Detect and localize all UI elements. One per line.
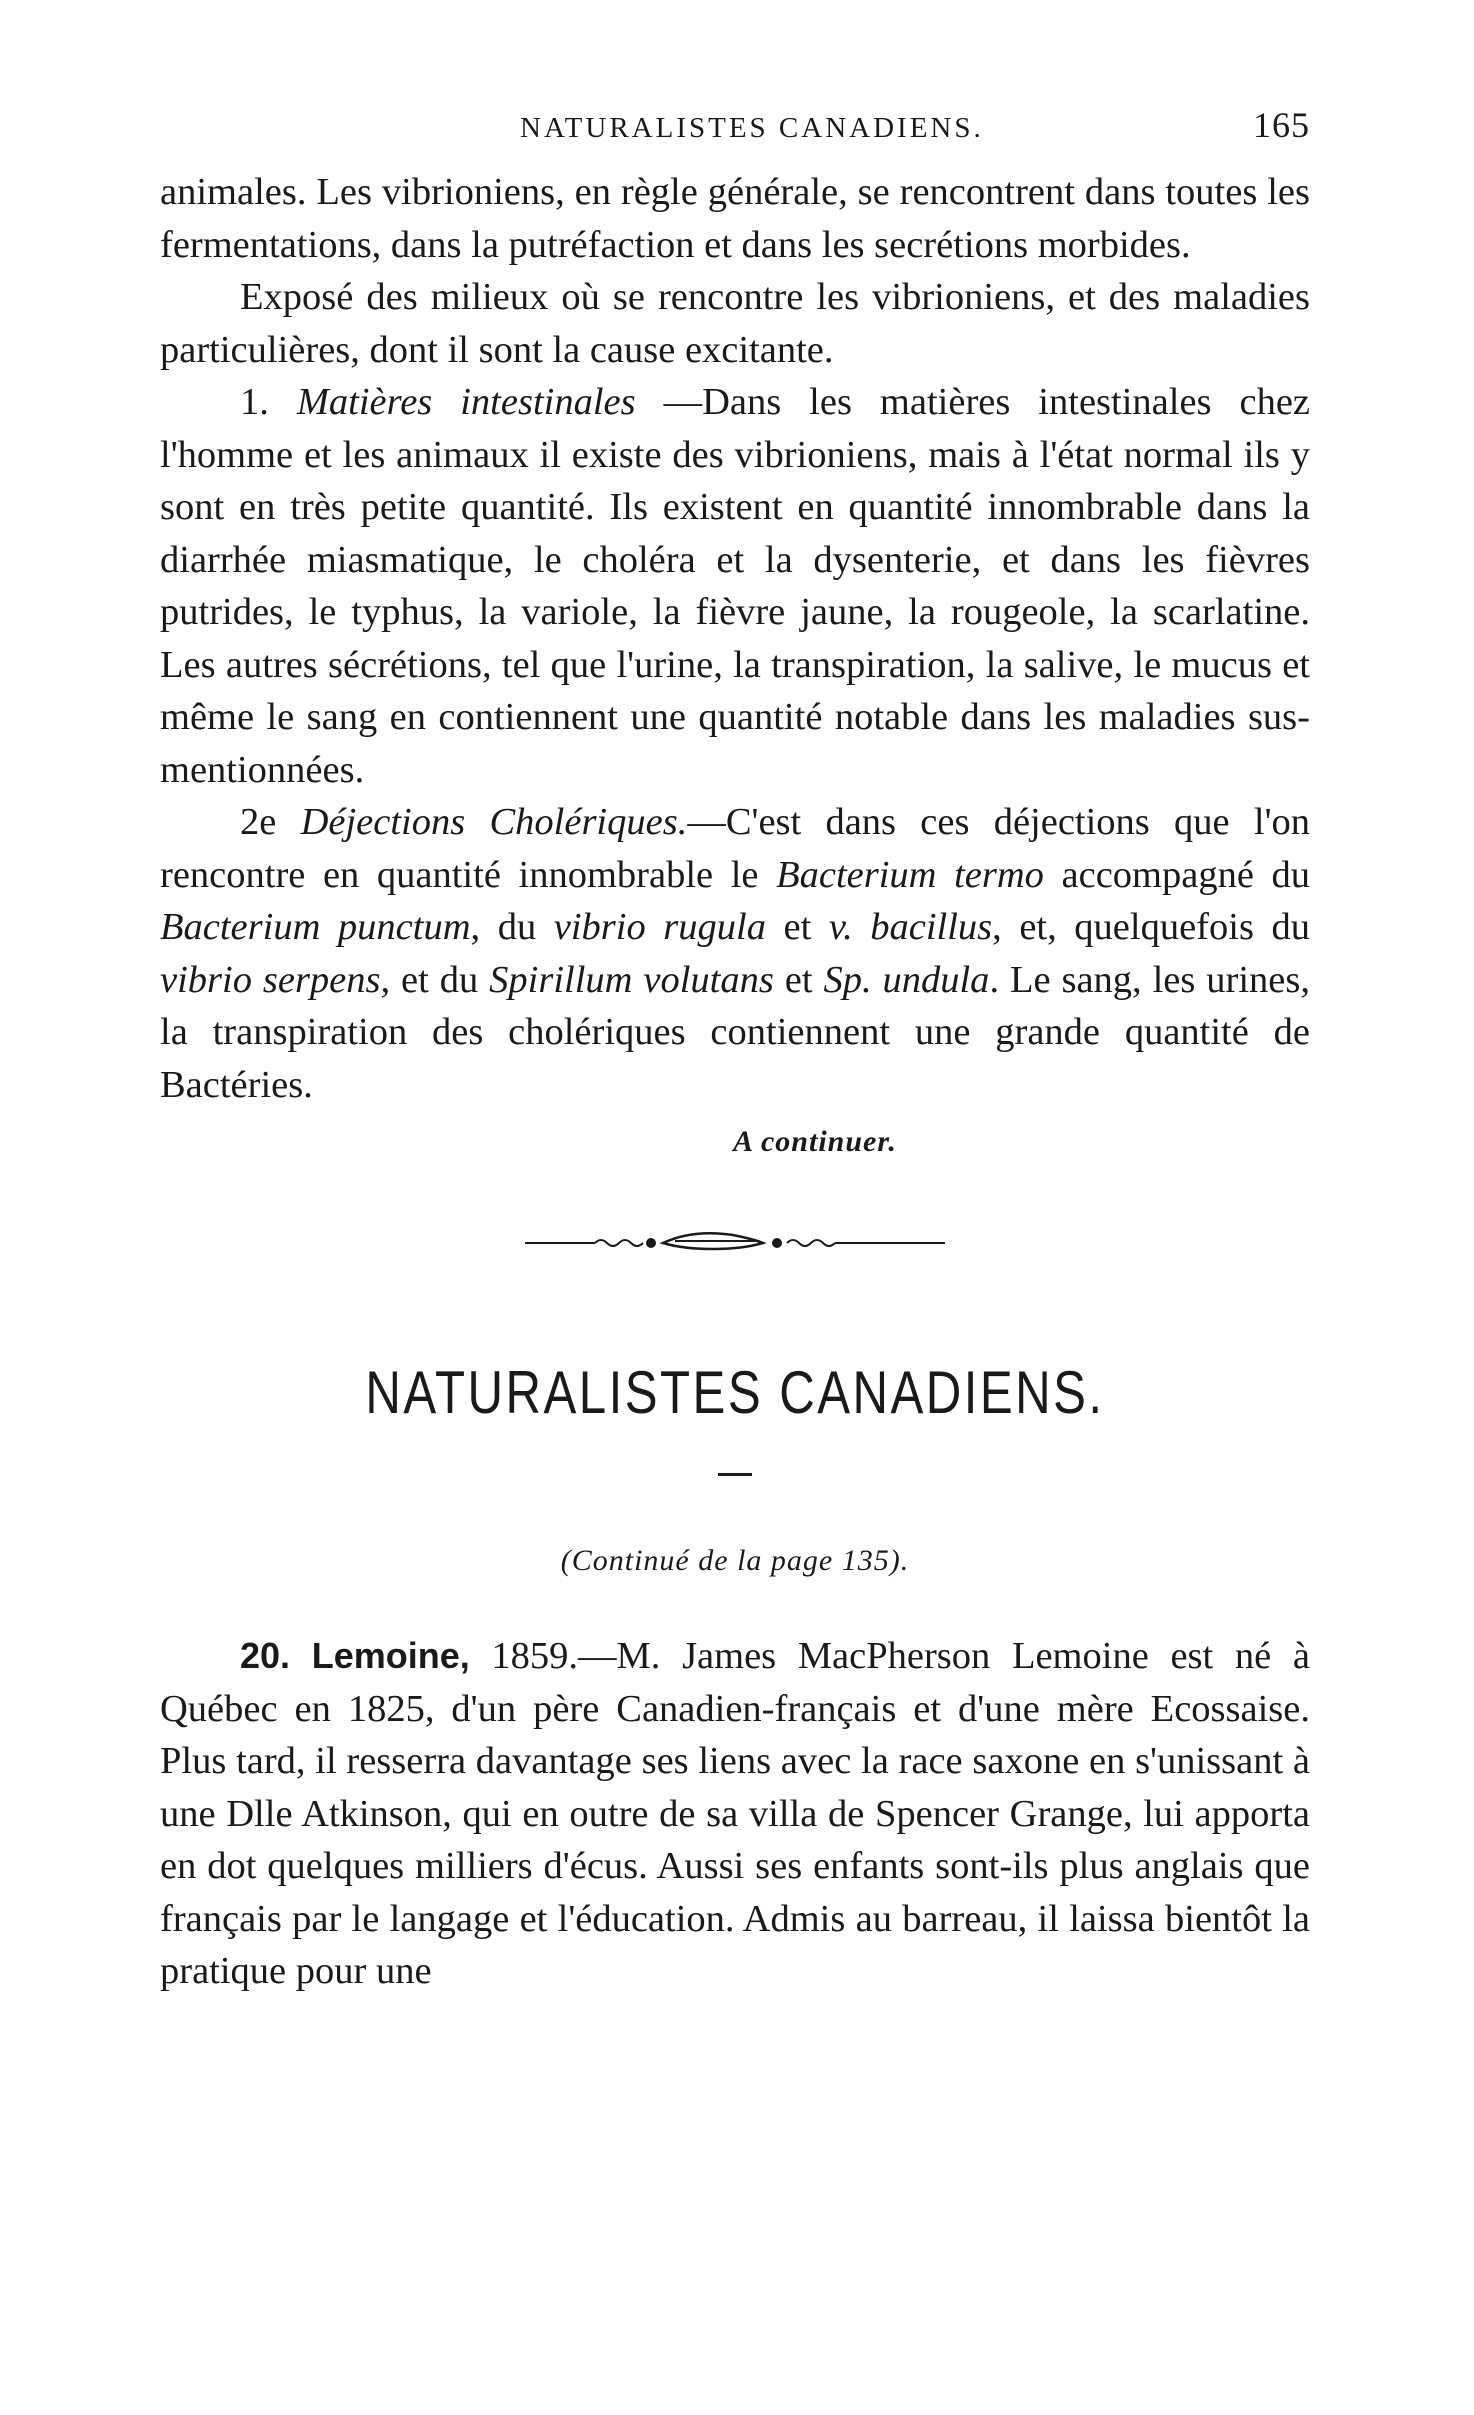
species-name: Spirillum volutans bbox=[489, 958, 774, 1001]
paragraph-cholera-dejections bbox=[160, 796, 1310, 1111]
species-name: vibrio serpens bbox=[160, 958, 381, 1001]
paragraph-2: Exposé des milieux où se rencontre les vibrioniens, et des maladies particulières, dont il sont la cause excitante. bbox=[160, 276, 1310, 371]
item-number: 1. bbox=[240, 381, 269, 423]
text-run: , du bbox=[470, 906, 554, 948]
page-number: 165 bbox=[1253, 105, 1310, 145]
item-heading: Déjections Cholériques. bbox=[300, 801, 688, 843]
text-run: , et, quelquefois du bbox=[992, 906, 1310, 948]
text-run: —C'est dans ces déjections que l'on rencontre en quantité innombrable le bbox=[160, 801, 1310, 896]
species-name: vibrio rugula bbox=[553, 906, 766, 948]
species-name: Bacterium punctum bbox=[160, 906, 471, 948]
running-head bbox=[160, 100, 1310, 160]
title-rule bbox=[718, 1473, 752, 1476]
book-page bbox=[160, 100, 1310, 1998]
text-run: et bbox=[773, 958, 824, 1001]
item-number: 2e bbox=[240, 801, 277, 843]
text-run: , et du bbox=[380, 958, 490, 1001]
species-name: Bacterium termo bbox=[776, 853, 1044, 896]
entry-text: 1859.—M. James MacPherson Lemoine est né à Québec en 1825, d'un père Canadien-français et d'une mère Ecossaise. Plus tard, il resserra davantage ses liens avec la race saxone en s'unissant à une Dlle Atkinson, qui en outre de sa villa de Spencer Grange, lui apporta en dot quelques milliers d'écus. Aussi ses enfants sont-ils plus anglais que français par le langage et l'éducation. Admis au barreau, il laissa bientôt la pratique pour une bbox=[160, 1635, 1310, 1992]
species-name: Sp. undula bbox=[823, 958, 990, 1001]
continued-note: (Continué de la page 135). bbox=[560, 1544, 910, 1577]
entry-number: 20. bbox=[240, 1635, 291, 1676]
paragraph-1: animales. Les vibrioniens, en règle générale, se rencontrent dans toutes les fermentations, dans la putréfaction et dans les secrétions morbides. bbox=[160, 171, 1310, 266]
running-head-title: NATURALISTES CANADIENS. bbox=[520, 112, 984, 144]
ornament-divider-icon bbox=[525, 1229, 945, 1253]
item-text: —Dans les matières intestinales chez l'homme et les animaux il existe des vibrioniens, mais à l'état normal ils y sont en très petite quantité. Ils existent en quantité innombrable dans la diarrhée miasmatique, le choléra et la dysenterie, et dans les fièvres putrides, le typhus, la variole, la fièvre jaune, la rougeole, la scarlatine. Les autres sécrétions, tel que l'urine, la transpiration, la salive, le mucus et même le sang en contiennent une quantité notable dans les maladies sus-mentionnées. bbox=[160, 381, 1310, 791]
article-body bbox=[160, 166, 1310, 1111]
text-run: et bbox=[765, 906, 829, 948]
item-heading: Matières intestinales bbox=[296, 381, 636, 423]
entry-name: Lemoine, bbox=[311, 1635, 470, 1676]
entry-paragraph bbox=[160, 1630, 1310, 1998]
text-run: . Le sang, les urines, la transpiration des cholériques contiennent une grande quantité de Bactéries. bbox=[160, 958, 1310, 1106]
to-be-continued-note: A continuer. bbox=[733, 1125, 897, 1158]
text-run: accompagné du bbox=[1043, 853, 1311, 896]
paragraph-intestinal-matter bbox=[160, 376, 1310, 796]
section-title: NATURALISTES CANADIENS. bbox=[365, 1359, 1105, 1426]
entry-body bbox=[160, 1630, 1310, 1998]
species-name: v. bacillus bbox=[828, 906, 993, 948]
